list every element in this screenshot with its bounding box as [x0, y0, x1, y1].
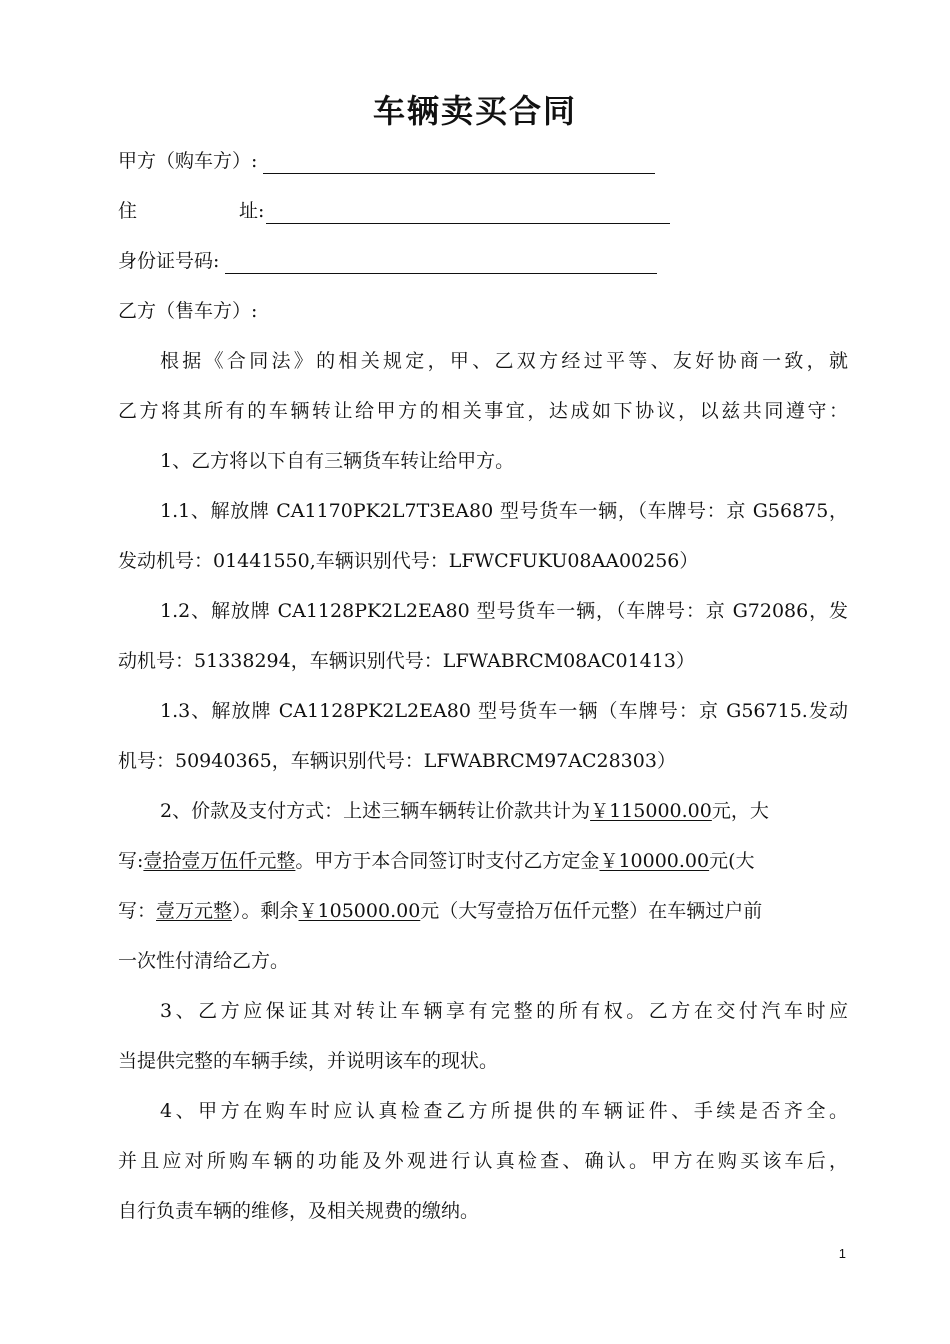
total-amount-words: 壹拾壹万伍仟元整 — [143, 850, 296, 872]
total-amount: ￥115000.00 — [590, 800, 712, 822]
party-b-label: 乙方（售车方）: — [118, 300, 258, 322]
clause-2-text: 写: — [118, 850, 144, 872]
clause-2-text: ）。剩余 — [232, 900, 299, 922]
id-row — [118, 248, 848, 274]
item-2-line-1: 1.2、解放牌 CA1128PK2L2EA80 型号货车一辆，（车牌号：京 G72086，发 — [160, 600, 848, 622]
clause-2-text: 。甲方于本合同签订时支付乙方定金 — [295, 850, 600, 872]
clause-2-line-3 — [118, 898, 848, 924]
clause-3-line-2: 当提供完整的车辆手续，并说明该车的现状。 — [118, 1050, 499, 1072]
party-a-row — [118, 148, 848, 174]
clause-2-text: 2、价款及支付方式：上述三辆车辆转让价款共计为 — [160, 800, 591, 822]
deposit-amount-words: 壹万元整 — [156, 900, 233, 922]
clause-2-text: 元，大 — [711, 800, 769, 822]
clause-2-text: 元（大写壹拾万伍仟元整）在车辆过户前 — [420, 900, 763, 922]
clause-2-line-1 — [160, 798, 848, 824]
document-title: 车辆卖买合同 — [372, 92, 577, 130]
intro-line-2: 乙方将其所有的车辆转让给甲方的相关事宜，达成如下协议，以兹共同遵守： — [118, 400, 848, 422]
clause-1: 1、乙方将以下自有三辆货车转让给甲方。 — [160, 450, 515, 472]
clause-3-line-1: 3、乙方应保证其对转让车辆享有完整的所有权。乙方在交付汽车时应 — [160, 1000, 848, 1022]
item-3-line-2: 机号：50940365，车辆识别代号：LFWABRCM97AC28303） — [118, 750, 676, 772]
page-number: 1 — [838, 1246, 846, 1261]
address-label-1: 住 — [118, 200, 138, 222]
clause-2-text: 写： — [118, 900, 157, 922]
remaining-amount: ￥105000.00 — [298, 900, 421, 922]
item-2-line-2: 动机号：51338294，车辆识别代号：LFWABRCM08AC01413） — [118, 650, 695, 672]
item-3-line-1: 1.3、解放牌 CA1128PK2L2EA80 型号货车一辆（车牌号：京 G56715.发动 — [160, 700, 848, 722]
clause-2-text: 元(大 — [709, 850, 755, 872]
address-row — [118, 198, 848, 224]
clause-2-line-2 — [118, 848, 848, 874]
clause-4-line-3: 自行负责车辆的维修，及相关规费的缴纳。 — [118, 1200, 480, 1222]
address-label-2: 址: — [239, 200, 265, 222]
clause-2-line-4: 一次性付清给乙方。 — [118, 950, 290, 972]
id-number-field[interactable] — [225, 251, 657, 274]
clause-4-line-2: 并且应对所购车辆的功能及外观进行认真检查、确认。甲方在购买该车后， — [118, 1150, 848, 1172]
intro-line-1: 根据《合同法》的相关规定，甲、乙双方经过平等、友好协商一致，就 — [160, 350, 848, 372]
party-a-name-field[interactable] — [263, 151, 655, 174]
item-1-line-2: 发动机号：01441550,车辆识别代号：LFWCFUKU08AA00256） — [118, 550, 699, 572]
item-1-line-1: 1.1、解放牌 CA1170PK2L7T3EA80 型号货车一辆，（车牌号：京 G56875， — [160, 500, 848, 522]
address-field[interactable] — [266, 201, 670, 224]
id-label: 身份证号码: — [118, 250, 220, 272]
clause-4-line-1: 4、甲方在购车时应认真检查乙方所提供的车辆证件、手续是否齐全。 — [160, 1100, 848, 1122]
deposit-amount: ￥10000.00 — [599, 850, 710, 872]
party-a-label: 甲方（购车方）: — [118, 150, 258, 172]
